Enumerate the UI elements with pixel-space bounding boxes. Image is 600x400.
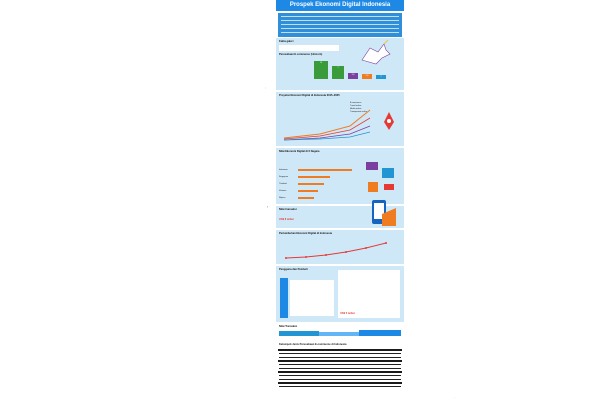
country-bar-2 (298, 176, 330, 178)
fakta-heading: Fakta galeri (279, 40, 294, 43)
transaksi-bar-3 (359, 330, 401, 336)
pengguna-figure (280, 278, 288, 318)
country-bar-4 (298, 190, 318, 192)
pertumbuhan-line-chart (280, 240, 400, 262)
total-penjualan: US$ 5 miliar (340, 312, 355, 315)
infographic-poster (276, 0, 408, 400)
table-row (279, 368, 401, 369)
pengguna-list (290, 280, 334, 316)
country-4: Vietnam (279, 190, 287, 192)
table-row (278, 360, 402, 362)
legend-media: Media online (350, 108, 362, 110)
country-bar-5 (298, 197, 314, 199)
market-icon (362, 158, 400, 198)
table-row (279, 364, 401, 365)
country-2: Singapura (279, 176, 289, 178)
unicorn-value-1: 10 (319, 62, 323, 64)
stray-mark-1: : (265, 86, 266, 90)
unicorn-icon (356, 40, 396, 66)
stray-mark-3: · (454, 395, 455, 399)
proyeksi-line-chart (280, 104, 376, 142)
transaksi-heading: Nilai Transaksi (279, 325, 298, 328)
country-3: Thailand (279, 183, 287, 185)
table-row (279, 357, 401, 358)
pertumbuhan-heading: Pertumbuhan Ekonomi Digital di Indonesia (279, 232, 332, 235)
stray-mark-2: ! (267, 205, 268, 209)
country-bar-3 (298, 183, 324, 185)
table-row (279, 353, 401, 354)
table-row (279, 379, 401, 380)
legend-transport: Transportasi online (350, 111, 367, 113)
table-row (278, 382, 402, 384)
intro-paragraph (278, 13, 402, 37)
country-1: Indonesia (279, 169, 288, 171)
proyeksi-heading: Proyeksi Ekonomi Digital di Indonesia 2015–2025 (279, 94, 340, 97)
pengguna-heading: Pengguna dan Pembeli (279, 268, 308, 271)
kelompok-heading: Kelompok Jenis Perusahaan E-commerce di Indonesia (279, 343, 347, 346)
legend-travel: Travel online (350, 105, 362, 107)
unicorn-value-5: 2 (380, 75, 382, 78)
transaksi-bar-2 (319, 332, 359, 336)
unicorn-value-4: 2,8 (365, 75, 369, 77)
nilai-heading: Nilai Ekonomi Digital di 6 Negara (279, 150, 320, 153)
legend-ecommerce: E-commerce (350, 102, 362, 104)
pembeli-list (338, 270, 400, 318)
table-header (278, 349, 402, 351)
nilai-transaksi-heading: Nilai transaksi (279, 208, 297, 211)
table-row (279, 375, 401, 376)
nilai-transaksi-value: US$ 8 miliar (279, 218, 294, 221)
table-row (279, 386, 401, 387)
table-row (278, 371, 402, 373)
country-bar-1 (298, 169, 352, 171)
page-title: Prospek Ekonomi Digital Indonesia (276, 0, 404, 11)
fakta-box (279, 45, 339, 51)
unicorn-heading: Perusahaan E-commerce (Unicorn) (279, 53, 323, 56)
transaksi-bar-1 (279, 331, 319, 336)
unicorn-value-2: 7 (337, 67, 339, 69)
phone-icon (366, 196, 400, 232)
unicorn-value-3: 3,8 (351, 74, 355, 76)
rocket-icon (376, 110, 402, 136)
country-5: Filipina (279, 197, 286, 199)
